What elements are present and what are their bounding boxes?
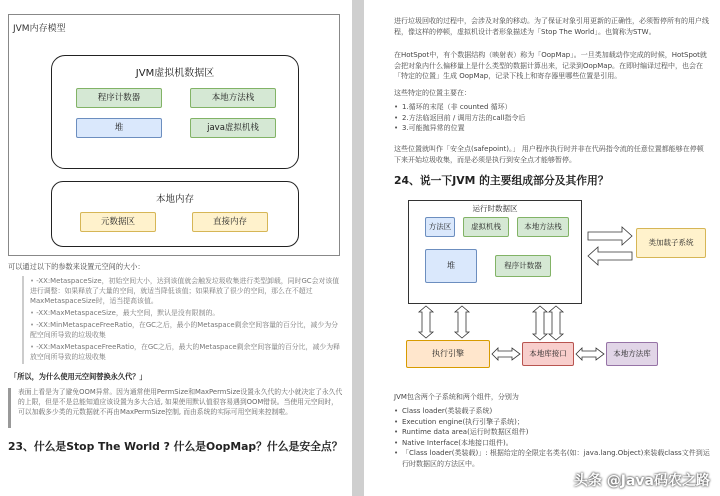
heap-box: 堆 — [76, 118, 162, 138]
jvm-data-area — [51, 55, 299, 169]
question-24-heading: 24、说一下JVM 的主要组成部分及其作用？ — [394, 174, 609, 187]
param-item: • -XX:MaxMetaspaceSize，最大空间，默认是没有限制的。 — [30, 308, 340, 318]
program-counter-box: 程序计数器 — [495, 255, 551, 277]
left-page — [0, 0, 352, 496]
list-item: • 3.可能抛异常的位置 — [394, 123, 710, 134]
safepoint-list — [394, 102, 710, 134]
program-counter-box: 程序计数器 — [76, 88, 162, 108]
native-interface-box: 本地库接口 — [522, 342, 574, 366]
param-item: • -XX:MetaspaceSize，初始空间大小，达到该值就会触发垃圾收集进行类型卸载，同时GC会对该值进行调整：如果释放了大量的空间，就适当降低该值；如果释放了很少的空间，那么在不超过MaxMetaspaceSize时，适当提高该值。 — [30, 276, 340, 306]
param-item: • -XX:MinMetaspaceFreeRatio，在GC之后，最小的Metaspace剩余空间容量的百分比，减少为分配空间所导致的垃圾收集 — [30, 320, 340, 340]
java-vm-stack-box: java虚拟机栈 — [190, 118, 276, 138]
question-23-heading: 23、什么是Stop The World ? 什么是OopMap？什么是安全点？ — [8, 440, 343, 453]
oopmap-paragraph: 在HotSpot中，有个数据结构（映射表）称为「OopMap」。一旦类加载动作完成的时候，HotSpot就会把对象内什么偏移量上是什么类型的数据计算出来，记录到OopMap。在即时编译过程中，也会在「特定的位置」生成 OopMap，记录下栈上和寄存器里哪些位置是引用。 — [394, 51, 707, 80]
diagram-title: JVM内存模型 — [13, 24, 66, 34]
vm-stack-box: 虚拟机栈 — [463, 217, 509, 237]
direct-memory-box: 直接内存 — [192, 212, 268, 232]
jvm-data-area-label: JVM虚拟机数据区 — [135, 68, 215, 79]
why-question: 「所以，为什么使用元空间替换永久代？」 — [10, 372, 147, 381]
list-item: • 「Class loader(类装载)」: 根据给定的全限定名类名(如：java.lang.Object)来装载class文件到运行时数据区的方法区中。 — [394, 448, 712, 469]
native-memory-area — [51, 181, 299, 247]
method-area-box: 方法区 — [425, 217, 455, 237]
jvm-memory-model-diagram — [8, 14, 340, 256]
watermark-text: 头条 @Java码农之路 — [573, 473, 710, 489]
stw-paragraph: 进行垃圾回收的过程中，会涉及对象的移动。为了保证对象引用更新的正确性，必须暂停所有的用户线程，像这样的停顿，虚拟机设计者形象描述为「Stop The World」。也简称为STW。 — [394, 17, 709, 36]
jvm-components-list — [394, 406, 712, 469]
runtime-data-area-label: 运行时数据区 — [472, 204, 518, 213]
list-item: • Native Interface(本地接口组件)。 — [394, 438, 712, 449]
safepoint-paragraph: 这些位置就叫作「安全点(safepoint)。」 用户程序执行时并非在代码指令流的任意位置都能够在停顿下来开始垃圾收集，而是必须是执行到安全点才能够暂停。 — [394, 145, 704, 164]
params-intro: 可以通过以下的参数来设置元空间的大小： — [8, 262, 145, 271]
class-loader-box: 类加载子系统 — [636, 228, 706, 258]
params-list — [22, 276, 340, 364]
list-item: • 1.循环的末尾（非 counted 循环） — [394, 102, 710, 113]
param-item: • -XX:MaxMetaspaceFreeRatio，在GC之后，最大的Metaspace剩余空间容量的百分比，减少为释放空间所导致的垃圾收集 — [30, 342, 340, 362]
jvm-components-intro: JVM包含两个子系统和两个组件，分别为 — [394, 393, 519, 401]
metadata-area-box: 元数据区 — [80, 212, 156, 232]
list-item: • Runtime data area(运行时数据区组件) — [394, 427, 712, 438]
safepoint-intro: 这些特定的位置主要在： — [394, 89, 471, 97]
list-item: • Execution engine(执行引擎子系统)； — [394, 417, 712, 428]
why-answer: 表面上看是为了避免OOM异常。因为通常使用PermSize和MaxPermSize设置永久代的大小就决定了永久代的上限，但是不是总能知道应该设置为多大合适, 如果使用默认值很容易遇到OOM错误。当使用元空间时，可以加载多少类的元数据就不再由MaxPermSize控制, 而由系统的实际可用空间来控制啦。 — [18, 388, 343, 416]
native-method-stack-box: 本地方法栈 — [190, 88, 276, 108]
native-memory-label: 本地内存 — [155, 194, 194, 205]
quote-bar — [8, 388, 11, 428]
list-item: • Class loader(类装载子系统) — [394, 406, 712, 417]
native-method-stack-box: 本地方法栈 — [517, 217, 569, 237]
heap-box: 堆 — [425, 249, 477, 283]
runtime-data-area — [408, 200, 582, 304]
list-item: • 2.方法临返回前 / 调用方法的call指令后 — [394, 113, 710, 124]
execution-engine-box: 执行引擎 — [406, 340, 490, 368]
native-library-box: 本地方法库 — [606, 342, 658, 366]
page-gutter — [352, 0, 364, 496]
